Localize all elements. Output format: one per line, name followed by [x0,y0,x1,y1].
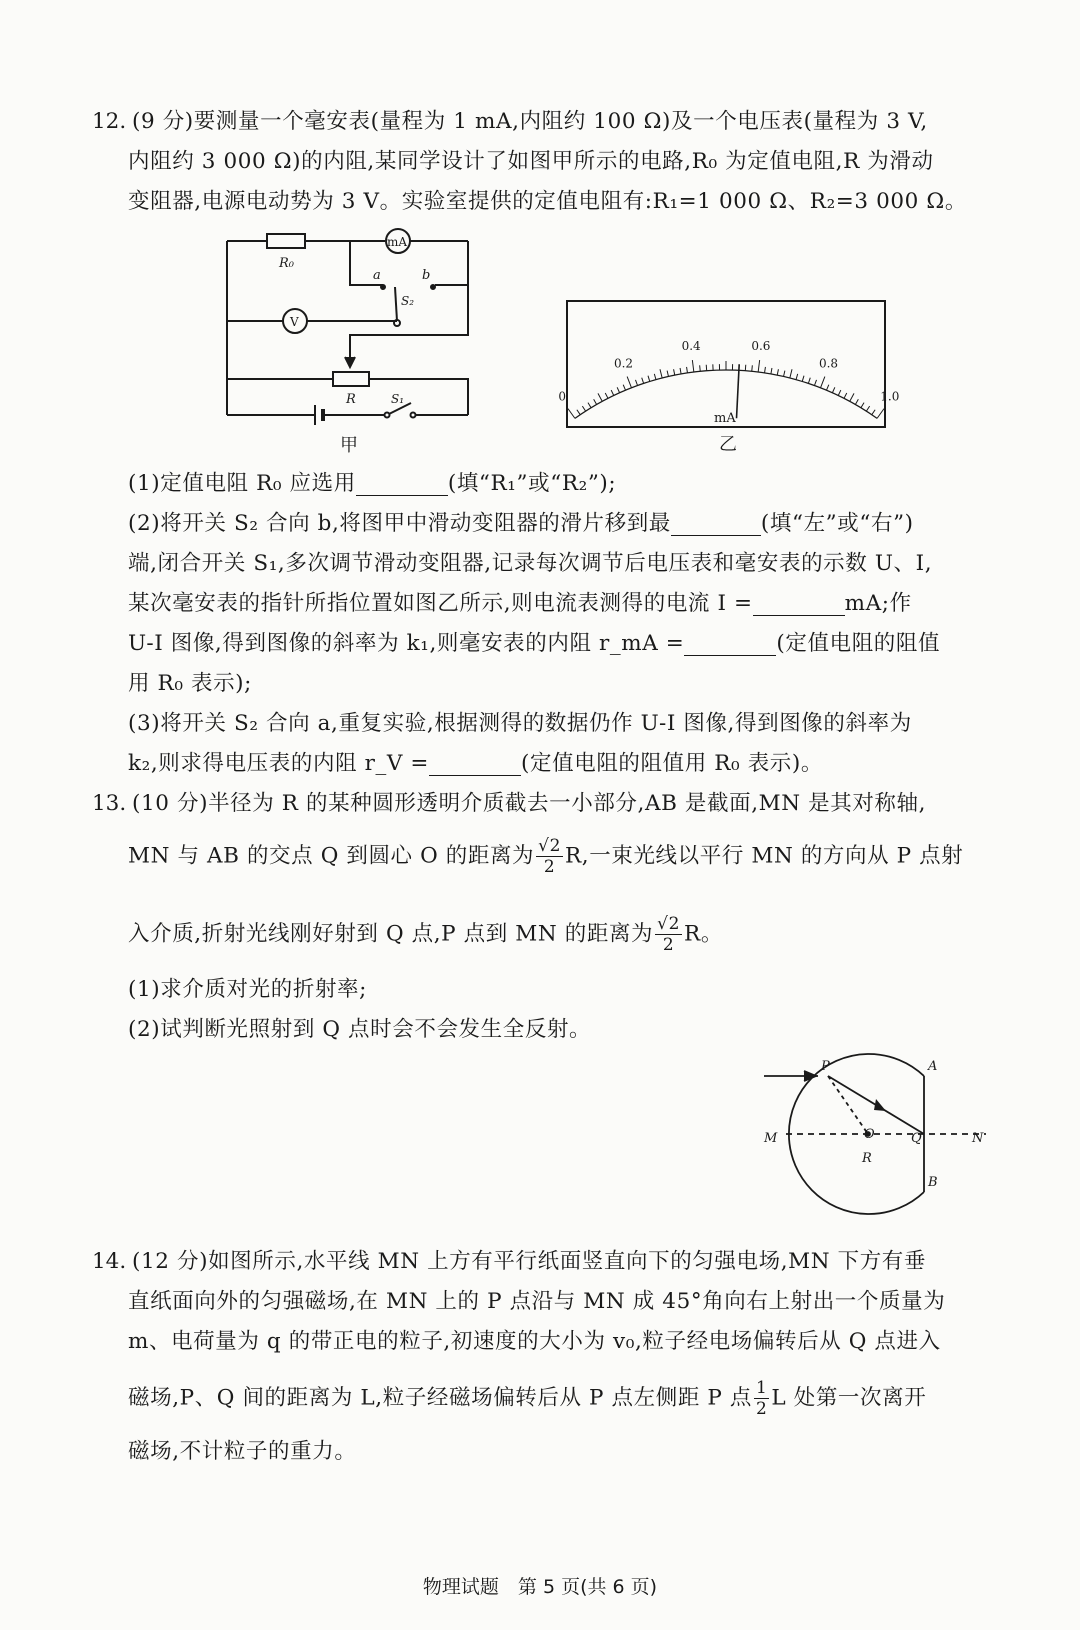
q13-fraction-2 [655,914,682,955]
q13-line-1: (10 分)半径为 R 的某种圆形透明介质截去一小部分,AB 是截面,MN 是其对称轴, [132,791,927,816]
meter-tick [808,378,810,384]
q12-sub3-line1: (3)将开关 S₂ 合向 a,重复实验,根据测得的数据仍作 U-I 图像,得到图像的斜率为 [128,711,912,736]
meter-tick [765,367,766,373]
meter-tick [680,368,681,374]
q12-sub3-hint-2: (定值电阻的阻值用 R₀ 表示)。 [521,751,823,776]
meter-tick [605,393,608,398]
q14-line4-text-a: 磁场,P、Q 间的距离为 L,粒子经磁场偏转后从 P 点左侧距 P 点 [128,1385,752,1411]
answer-blank-5[interactable] [429,753,521,776]
meter-tick [821,377,825,388]
meter-tick [648,376,650,382]
fraction-numerator: 1 [755,1378,768,1398]
label-o: O [864,1127,875,1142]
label-ma: mA [387,235,408,249]
q12-sub2-text-3: 某次毫安表的指针所指位置如图乙所示,则电流表测得的电流 I = [128,591,753,616]
answer-blank-2[interactable] [671,513,761,536]
meter-tick [568,409,575,419]
fraction-denominator: 2 [755,1399,768,1419]
meter-tick [687,367,688,373]
q12-sub2-line3 [128,584,1008,624]
meter-tick [838,390,841,395]
meter-tick [594,399,597,404]
meter-tick [844,393,847,398]
meter-tick [855,399,858,404]
caption-jia: 甲 [340,435,358,456]
meter-tick [598,393,602,401]
meter-tick [826,385,828,391]
q13-line3-text-b: R。 [684,921,723,947]
q12-sub2-line1 [128,504,1008,544]
meter-tick [771,368,772,374]
q12-sub1-hint: (填“R₁”或“R₂”); [447,471,617,496]
meter-tick [582,406,585,411]
q13-line2-text-b: R,一束光线以平行 MN 的方向从 P 点射 [565,843,964,869]
q12-sub2-line2: 端,闭合开关 S₁,多次调节滑动变阻器,记录每次调节后电压表和毫安表的示数 U、I, [128,551,933,576]
meter-tick [611,390,614,395]
q12-sub2-line5: 用 R₀ 表示); [128,671,253,696]
label-m: M [764,1131,778,1146]
q12-sub2-hint-1: (填“左”或“右”) [760,511,914,536]
caption-yi: 乙 [719,434,737,455]
label-b: B [928,1175,938,1190]
meter-tick [850,393,854,401]
circuit-diagram-jia [215,225,485,455]
meter-tick [667,371,668,377]
q13-line-3 [128,914,1008,955]
meter-tick [654,374,656,380]
q13-sub2: (2)试判断光照射到 Q 点时会不会发生全反射。 [128,1017,592,1042]
label-v: V [290,315,299,329]
q12-sub1-text: (1)定值电阻 R₀ 应选用 [128,471,356,496]
meter-tick-label: 0.2 [613,356,634,371]
q13-sub1: (1)求介质对光的折射率; [128,977,367,1002]
label-p: P [821,1059,830,1074]
meter-tick [814,380,816,386]
meter-tick [796,374,798,380]
meter-tick [577,410,580,415]
meter-tick [784,371,785,377]
label-n: N [972,1131,984,1146]
q14-line-5: 磁场,不计粒子的重力。 [128,1439,357,1464]
q13-line3-text-a: 入介质,折射光线刚好射到 Q 点,P 点到 MN 的距离为 [128,921,654,947]
page-footer: 物理试题 第 5 页(共 6 页) [422,1576,658,1598]
q14-line-1: (12 分)如图所示,水平线 MN 上方有平行纸面竖直向下的匀强电场,MN 下方有垂 [132,1249,926,1274]
meter-pointer [737,364,740,418]
meter-tick [802,376,804,382]
meter-tick [635,380,637,386]
q12-line-2: 内阻约 3 000 Ω)的内阻,某同学设计了如图甲所示的电路,R₀ 为定值电阻,R 为滑动 [128,149,934,174]
meter-tick [674,369,675,375]
label-a: a [373,268,381,283]
q14-line4-text-b: L 处第一次离开 [771,1385,927,1411]
q12-sub2-text-1: (2)将开关 S₂ 合向 b,将图甲中滑动变阻器的滑片移到最 [128,511,671,536]
answer-blank-3[interactable] [753,593,845,616]
meter-tick [617,387,619,392]
meter-tick [642,378,644,384]
q14-number: 14. [92,1249,127,1274]
q13-line-2 [128,836,1008,877]
q14-line-2: 直纸面向外的匀强磁场,在 MN 上的 P 点沿与 MN 成 45°角向右上射出一个质量为 [128,1289,946,1314]
q13-fraction-1 [536,836,563,877]
meter-tick [588,403,591,408]
meter-tick-label: 1.0 [880,389,900,404]
answer-blank-1[interactable] [356,473,448,496]
meter-tick [758,360,759,372]
resistor-r0 [267,234,305,248]
label-r0: R₀ [279,256,294,271]
q12-number: 12. [92,109,127,134]
q12-line-3: 变阻器,电源电动势为 3 V。实验室提供的定值电阻有:R₁=1 000 Ω、R₂=3 000 Ω。 [128,189,967,214]
q12-sub2-line4 [128,624,1008,664]
fraction-numerator: √2 [538,836,562,856]
label-a: A [928,1059,938,1074]
label-q: Q [911,1131,922,1146]
q12-sub1 [128,464,1008,504]
meter-tick [627,377,631,388]
meter-tick-label: 0.6 [751,339,771,354]
q12-sub2-hint-3: mA;作 [844,591,912,616]
q13-line2-text-a: MN 与 AB 的交点 Q 到圆心 O 的距离为 [128,843,535,869]
q14-line-4 [128,1378,1008,1419]
meter-tick [692,360,693,372]
meter-diagram-yi [558,300,900,455]
q14-line-3: m、电荷量为 q 的带正电的粒子,初速度的大小为 v₀,粒子经电场偏转后从 Q 点进入 [128,1329,941,1354]
q12-sub3-line2 [128,744,1008,784]
meter-tick [752,365,753,371]
q12-sub3-text-2: k₂,则求得电压表的内阻 r_V = [128,751,430,776]
meter-tick-label: 0 [558,389,566,404]
meter-tick [700,365,701,371]
label-b: b [422,268,431,283]
label-r: R [862,1151,872,1166]
q12-sub2-hint-4: (定值电阻的阻值 [776,631,941,656]
answer-blank-4[interactable] [684,633,776,656]
meter-tick-label: 0.8 [818,356,839,371]
meter-tick [777,369,778,375]
q12-sub2-text-4: U-I 图像,得到图像的斜率为 k₁,则毫安表的内阻 r_mA = [128,631,685,656]
label-s2: S₂ [401,294,415,308]
meter-tick [866,406,869,411]
meter-tick [877,409,884,419]
label-s1: S₁ [391,392,405,406]
rheostat-r [333,372,369,386]
meter-tick [861,403,864,408]
meter-tick [660,369,662,378]
q12-line-1: (9 分)要测量一个毫安表(量程为 1 mA,内阻约 100 Ω)及一个电压表(量程为 3 V, [132,109,928,134]
meter-tick [790,369,792,378]
fraction-numerator: √2 [657,914,681,934]
q14-fraction [754,1378,769,1419]
meter-tick [832,387,834,392]
meter-tick [623,385,625,391]
fraction-denominator: 2 [662,935,675,955]
optics-diagram [758,1052,998,1202]
meter-tick [872,410,875,415]
label-r: R [346,392,356,407]
fraction-denominator: 2 [543,857,556,877]
meter-tick-label: 0.4 [681,339,701,354]
q13-number: 13. [92,791,127,816]
meter-unit: mA [714,411,736,426]
